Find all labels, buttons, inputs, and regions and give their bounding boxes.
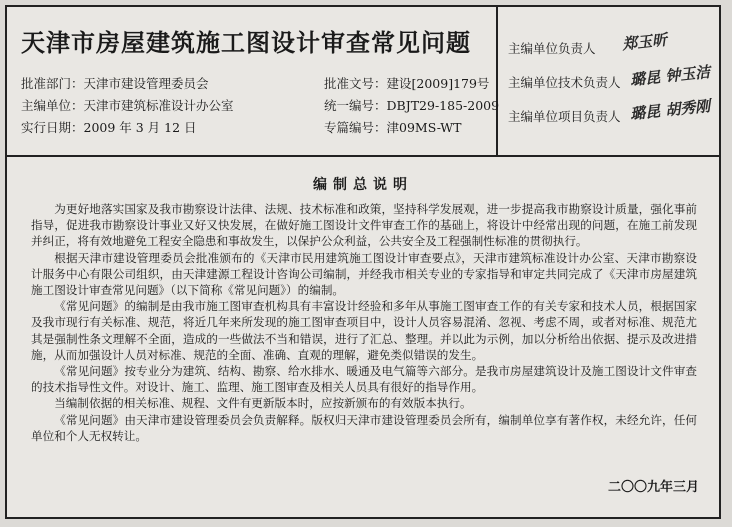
paragraph: 《常见问题》的编制是由我市施工图审查机构具有丰富设计经验和多年从事施工图审查工作的有关专家和技术人员，根据国家及我市现行有关标准、规范，将近几年来所发现的施工图审查项目中，设计人员容易混淆、忽视、考虑不周，或者对标准、规范尤其是强制性条文理解不全面，造成的一些做法不当和错误，进行了汇总、整理。并以此为示例，加以分析给出依据、提示及改进措施，从而加强设计人员对标准、规范的全面、准确、直观的理解，避免类似错误的发生。 (31, 299, 697, 362)
body-text (31, 201, 697, 444)
chief-editor-unit: 主编单位：天津市建筑标准设计办公室 (21, 98, 234, 113)
responsible-label-1: 主编单位负责人 (508, 41, 596, 56)
unified-number: 统一编号：DBJT29-185-2009 (324, 98, 500, 113)
paragraph: 当编制依据的相关标准、规程、文件有更新版本时，应按新颁布的有效版本执行。 (54, 396, 472, 411)
approval-row (21, 73, 491, 95)
title-block (7, 7, 719, 157)
paragraph: 为更好地落实国家及我市勘察设计法律、法规、技术标准和政策，坚持科学发展观，进一步提高我市勘察设计质量，强化事前指导，促进我市勘察设计事业又好又快发展，在做好施工图设计文件审查工作的基础上，将设计中经常出现的问题，在施工前发现并纠正，将有效地避免工程安全隐患和事故发生，以保护公众利益，公共安全及工程强制性标准的贯彻执行。 (31, 202, 697, 249)
signature-3: 璐昆 胡秀刚 (629, 96, 712, 124)
date-row (21, 117, 491, 139)
title-block-right (498, 7, 719, 155)
approval-department: 批准部门：天津市建设管理委员会 (21, 76, 209, 91)
approval-info (21, 73, 500, 139)
signature-1: 郑玉昕 (621, 30, 668, 54)
issue-date: 二〇〇九年三月 (607, 480, 699, 495)
effective-date: 实行日期：2009 年 3 月 12 日 (21, 120, 197, 135)
editor-row (21, 95, 500, 117)
document-sheet (5, 5, 721, 519)
document-title: 天津市房屋建筑施工图设计审查常见问题 (21, 29, 471, 57)
paragraph: 《常见问题》按专业分为建筑、结构、勘察、给水排水、暖通及电气篇等六部分。是我市房屋建筑设计及施工图设计文件审查的技术指导性文件。对设计、施工、监理、施工图审查及相关人员具有很好的指导作用。 (31, 364, 697, 395)
approval-number: 批准文号：建设[2009]179号 (324, 76, 490, 91)
responsible-label-3: 主编单位项目负责人 (508, 109, 621, 124)
section-title: 编制总说明 (313, 177, 413, 193)
title-block-left (7, 7, 498, 155)
special-number: 专篇编号：津09MS-WT (324, 120, 462, 135)
signature-2: 璐昆 钟玉洁 (629, 62, 712, 90)
paragraph: 根据天津市建设管理委员会批准颁布的《天津市民用建筑施工图设计审查要点》，天津市建筑标准设计办公室、天津市勘察设计服务中心有限公司组织，由天津建源工程设计咨询公司编制，并经我市相关专业的专家指导和审定共同完成了《天津市房屋建筑施工图设计审查常见问题》（以下简称《常见问题》）的编制。 (31, 250, 697, 298)
responsible-label-2: 主编单位技术负责人 (508, 75, 621, 90)
paragraph: 《常见问题》由天津市建设管理委员会负责解释。版权归天津市建设管理委员会所有，编制单位享有著作权，未经允许，任何单位和个人无权转让。 (31, 412, 697, 443)
